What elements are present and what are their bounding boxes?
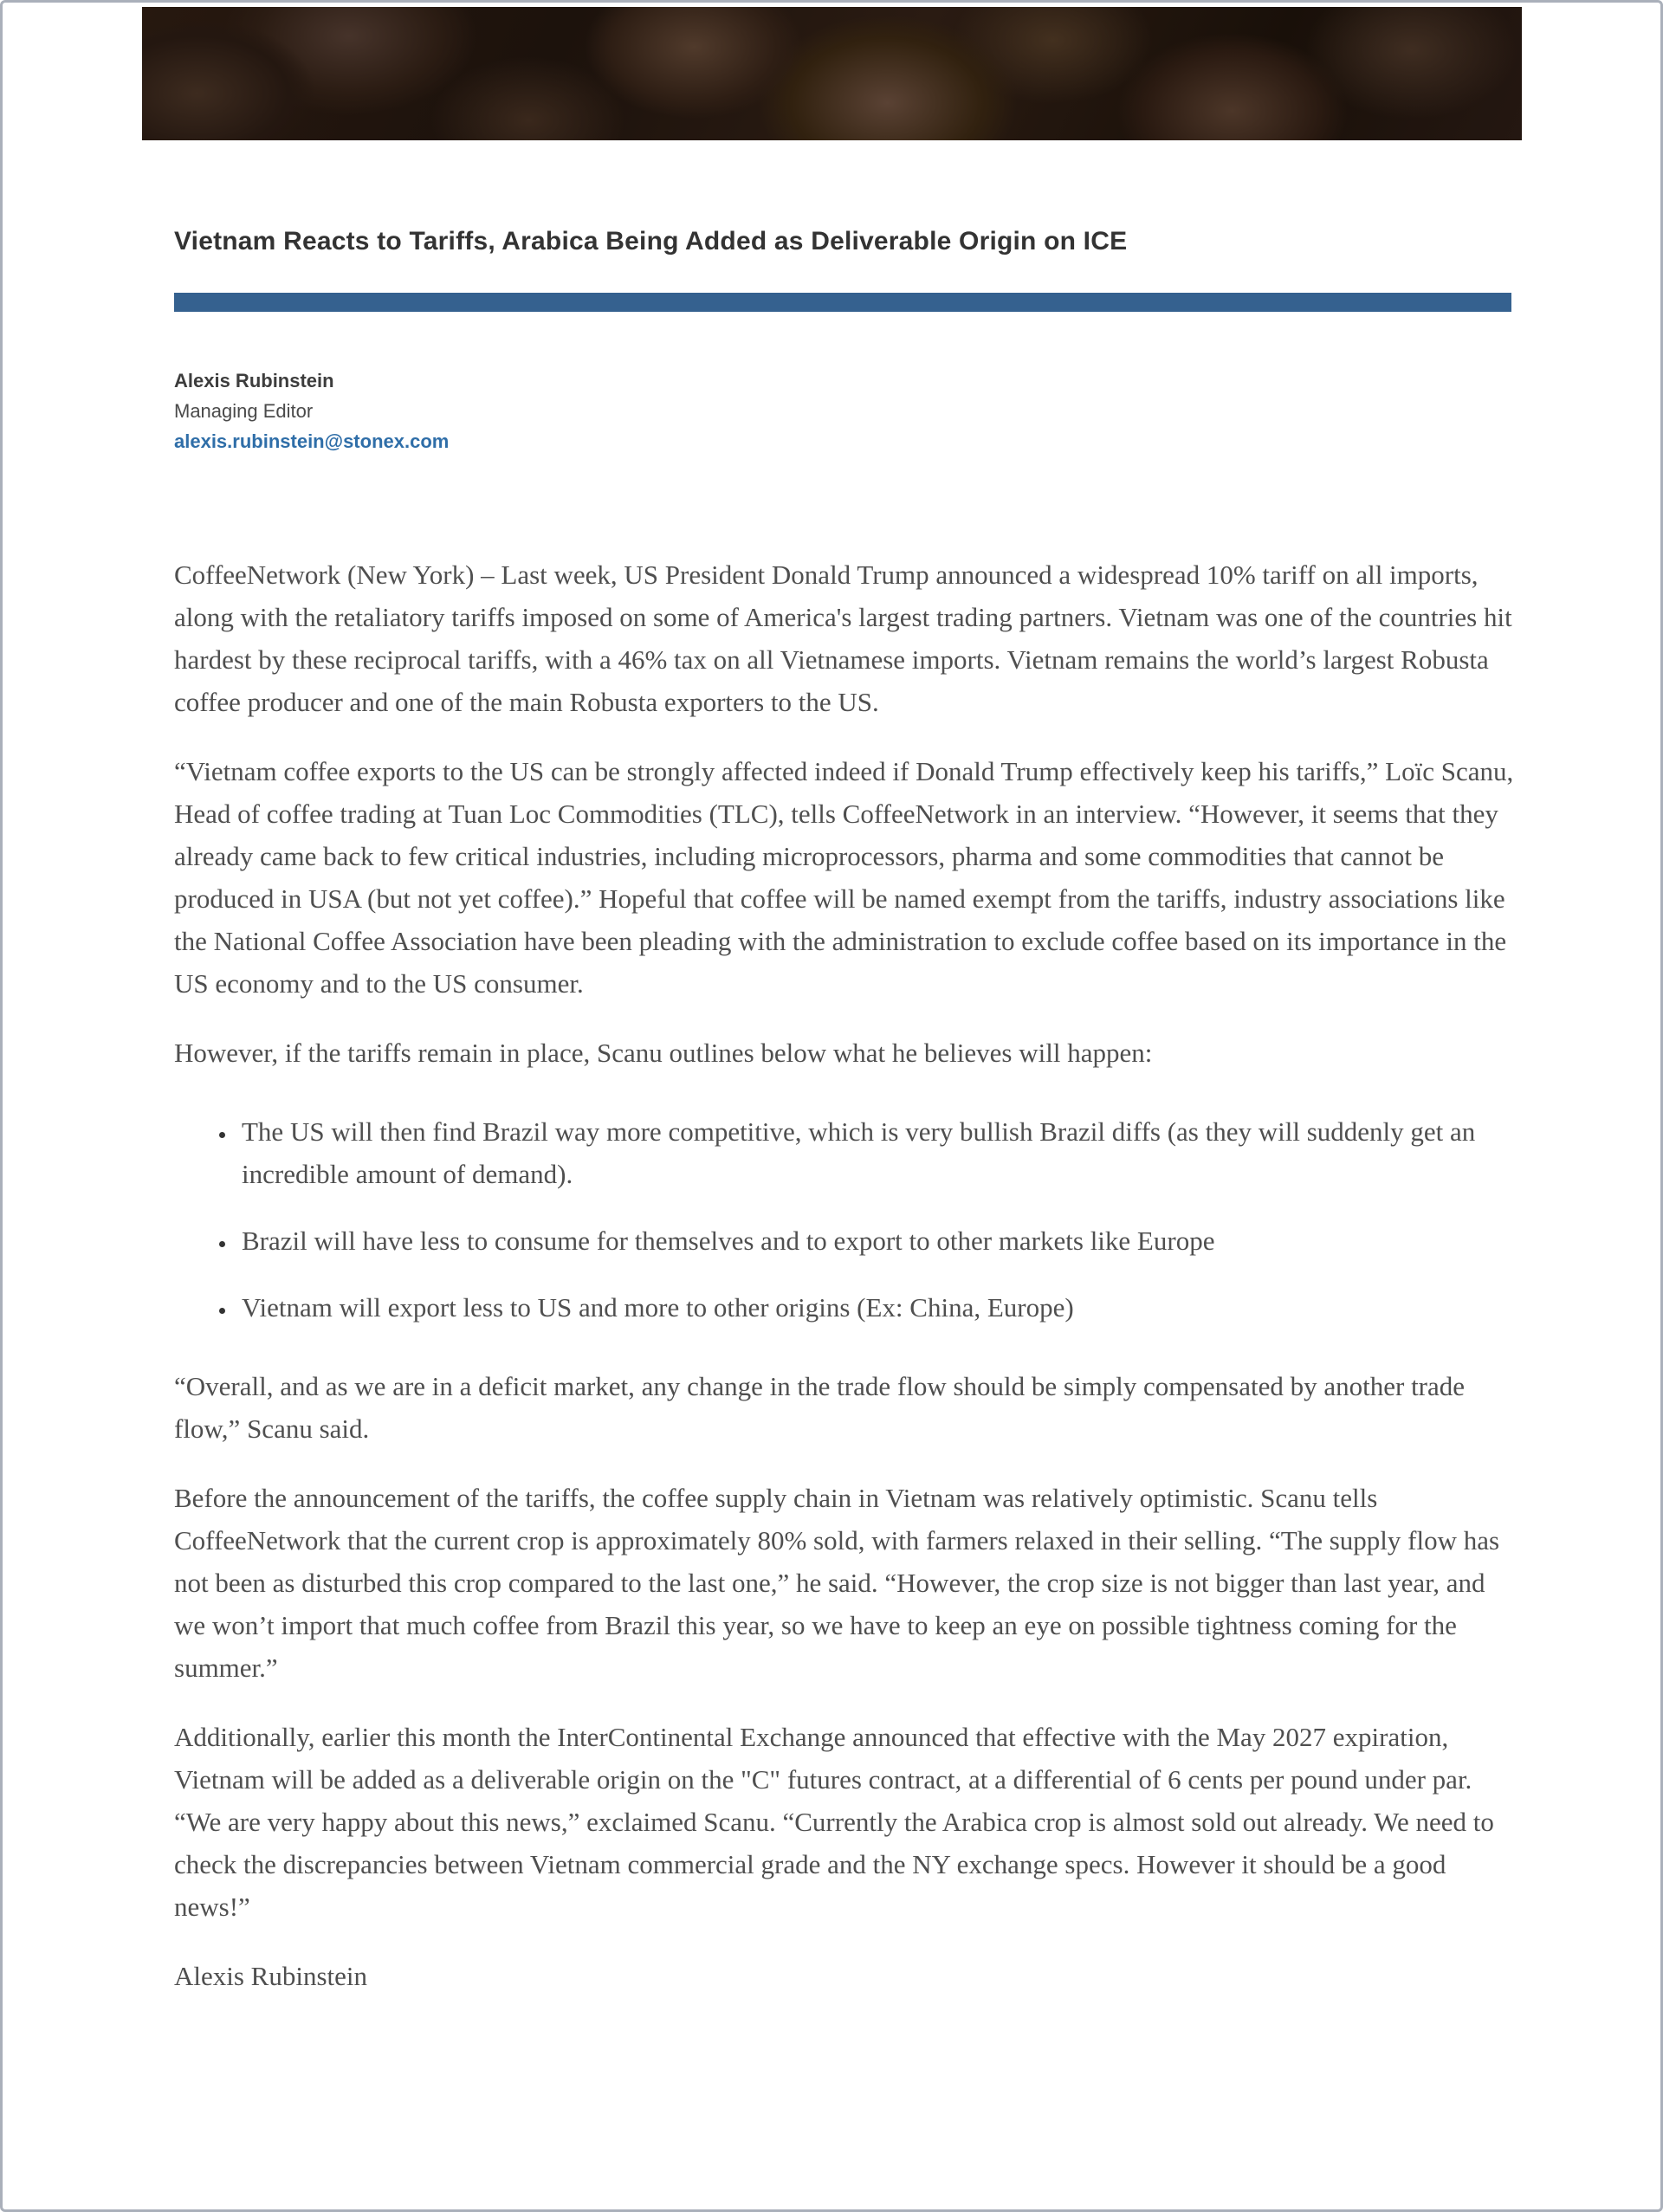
paragraph-list-lead-in: However, if the tariffs remain in place, Scanu outlines below what he believes will happen: bbox=[174, 1038, 1153, 1068]
paragraph-overall-quote: “Overall, and as we are in a deficit market, any change in the trade flow should be simply compensated by another trade flow,” Scanu said. bbox=[174, 1371, 1466, 1444]
list-item: • Brazil will have less to consume for themselves and to export to other markets like Europe bbox=[236, 1219, 1517, 1262]
article-content bbox=[3, 223, 1660, 1997]
coffee-beans-header-image bbox=[142, 7, 1522, 140]
article-body bbox=[174, 553, 1517, 1997]
author-role: Managing Editor bbox=[174, 400, 314, 422]
title-accent-rule bbox=[174, 293, 1511, 312]
author-name: Alexis Rubinstein bbox=[174, 370, 334, 391]
author-block bbox=[174, 365, 1517, 456]
scenario-bullet-list bbox=[174, 1110, 1517, 1329]
paragraph-supply-chain: Before the announcement of the tariffs, the coffee supply chain in Vietnam was relatively optimistic. Scanu tells CoffeeNetwork that the current crop is approximately 80% sold, with farmers relaxed in their selling. “The supply flow has not been as disturbed this crop compared to the last one,” he said. “However, the crop size is not bigger than last year, and we won’t import that much coffee from Brazil this year, so we have to keep an eye on possible tightness coming for the summer.” bbox=[174, 1483, 1500, 1683]
list-item: • The US will then find Brazil way more competitive, which is very bullish Brazil diffs (as they will suddenly get an incredible amount of demand). bbox=[236, 1110, 1517, 1195]
paragraph-intro: CoffeeNetwork (New York) – Last week, US President Donald Trump announced a widespread 10% tariff on all imports, along with the retaliatory tariffs imposed on some of America's largest trading partners. Vietnam was one of the countries hit hardest by these reciprocal tariffs, with a 46% tax on all Vietnamese imports. Vietnam remains the world’s largest Robusta coffee producer and one of the main Robusta exporters to the US. bbox=[174, 559, 1512, 717]
list-item: • Vietnam will export less to US and more to other origins (Ex: China, Europe) bbox=[236, 1286, 1517, 1329]
paragraph-ice-announcement: Additionally, earlier this month the InterContinental Exchange announced that effective with the May 2027 expiration, Vietnam will be added as a deliverable origin on the "C" futures contract, at a differential of 6 cents per pound under par. “We are very happy about this news,” exclaimed Scanu. “Currently the Arabica crop is almost sold out already. We need to check the discrepancies between Vietnam commercial grade and the NY exchange specs. However it should be a good news!” bbox=[174, 1722, 1494, 1922]
paragraph-scanu-quote: “Vietnam coffee exports to the US can be strongly affected indeed if Donald Trump effectively keep his tariffs,” Loïc Scanu, Head of coffee trading at Tuan Loc Commodities (TLC), tells CoffeeNetwork in an interview. “However, it seems that they already came back to few critical industries, including microprocessors, pharma and some commodities that cannot be produced in USA (but not yet coffee).” Hopeful that coffee will be named exempt from the tariffs, industry associations like the National Coffee Association have been pleading with the administration to exclude coffee based on its importance in the US economy and to the US consumer. bbox=[174, 756, 1514, 999]
author-email-link[interactable]: alexis.rubinstein@stonex.com bbox=[174, 430, 450, 452]
author-signature: Alexis Rubinstein bbox=[174, 1961, 368, 1991]
article-title: Vietnam Reacts to Tariffs, Arabica Being Added as Deliverable Origin on ICE bbox=[174, 227, 1128, 255]
